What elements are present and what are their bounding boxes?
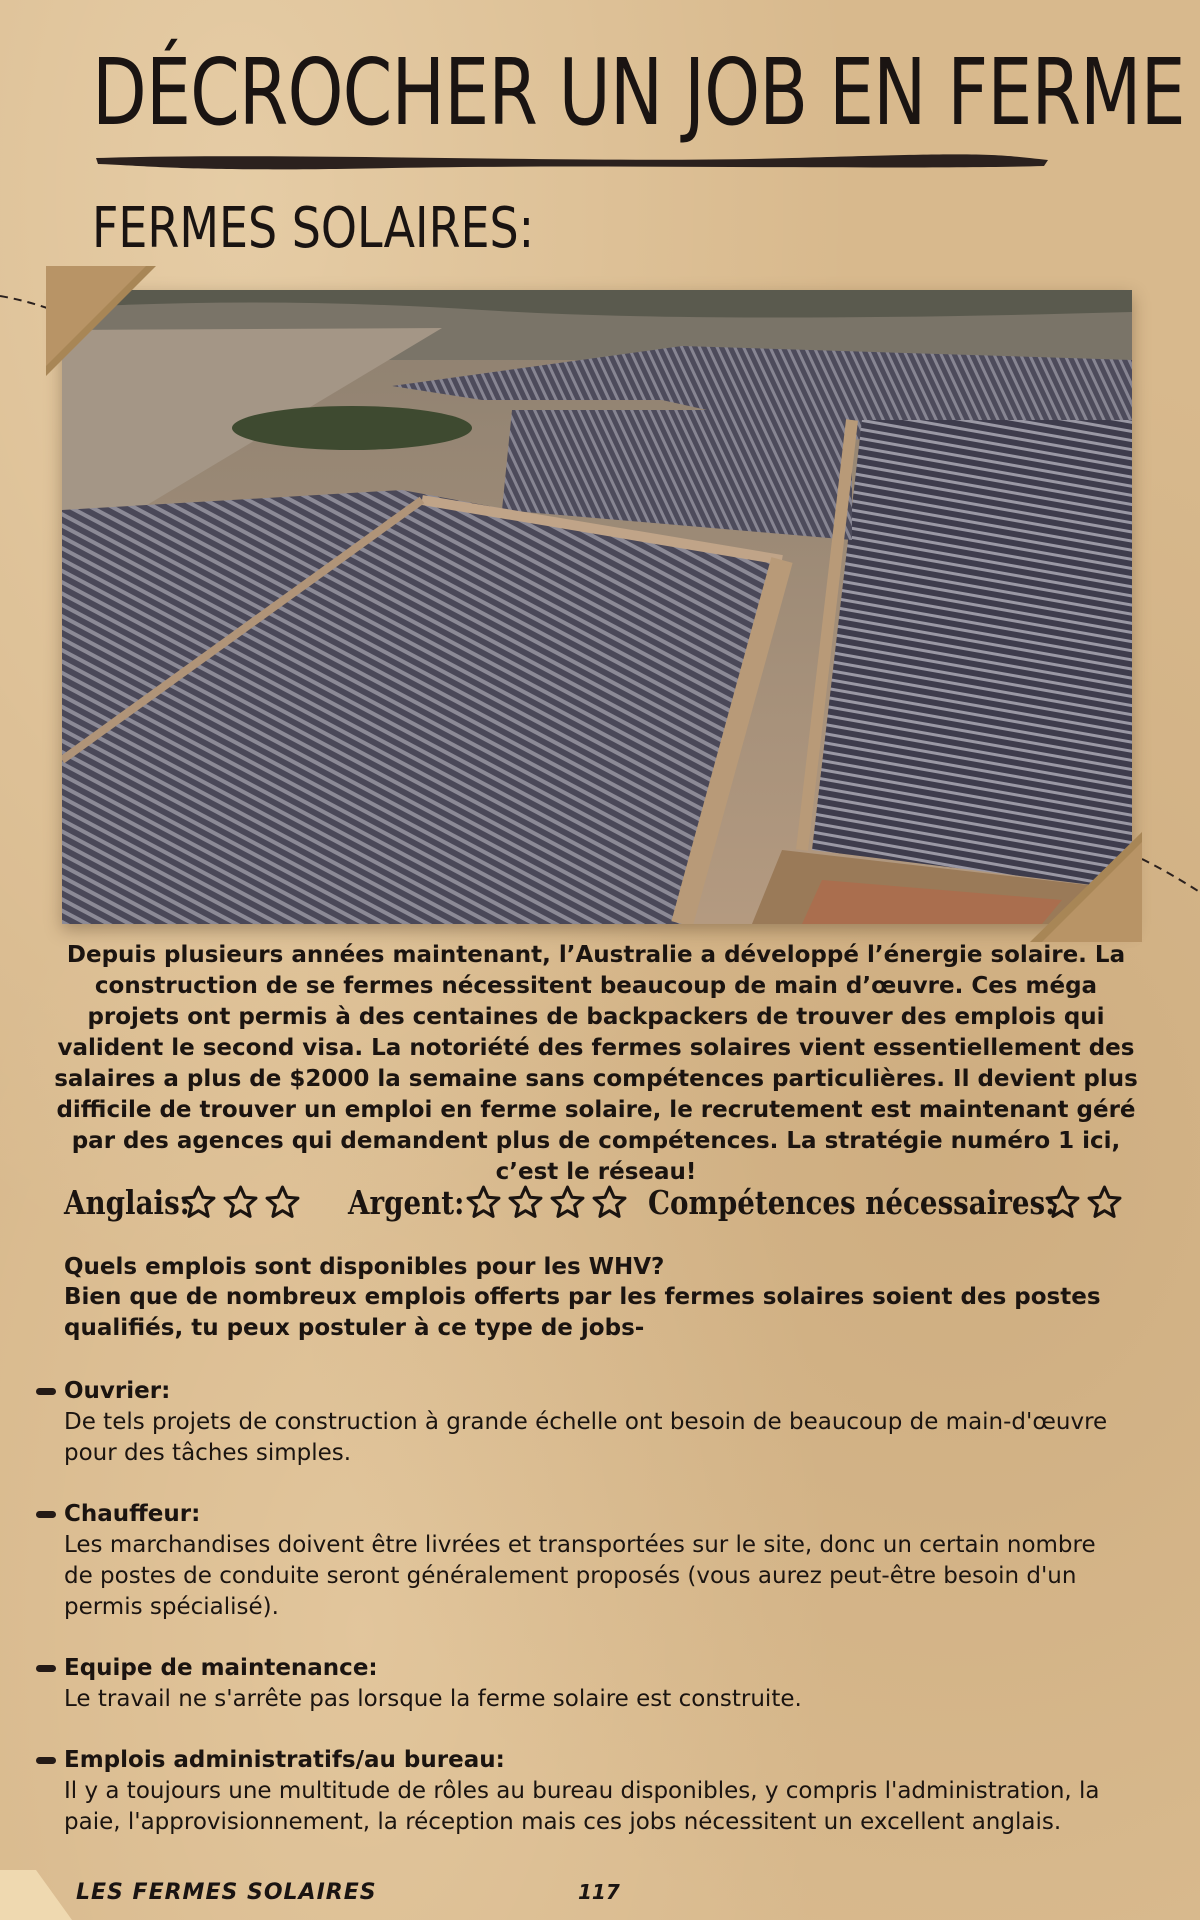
job-item-maintenance bbox=[64, 1653, 1124, 1715]
photo-corner-tape bbox=[1030, 832, 1142, 942]
dash-bullet-icon bbox=[36, 1511, 56, 1518]
star-outline-icon bbox=[1086, 1184, 1123, 1221]
job-item-bureau bbox=[64, 1745, 1124, 1838]
job-description: De tels projets de construction à grande échelle ont besoin de beaucoup de main-d'œuvre pour des tâches simples. bbox=[64, 1409, 1108, 1466]
rating-label: Compétences nécessaires: bbox=[648, 1182, 1056, 1222]
job-description: Le travail ne s'arrête pas lorsque la ferme solaire est construite. bbox=[64, 1686, 802, 1712]
star-outline-icon bbox=[222, 1184, 259, 1221]
star-outline-icon bbox=[549, 1184, 586, 1221]
question-body: Bien que de nombreux emplois offerts par les fermes solaires soient des postes qualifiés, tu peux postuler à ce type de jobs- bbox=[64, 1284, 1101, 1341]
footer-tab-shape bbox=[0, 1870, 80, 1920]
solar-farm-photo bbox=[62, 290, 1132, 924]
title-underline bbox=[92, 146, 1052, 172]
rating-stars bbox=[180, 1184, 301, 1221]
decorative-dashed-line bbox=[1140, 855, 1200, 895]
rating-money bbox=[348, 1183, 648, 1222]
rating-stars bbox=[465, 1184, 628, 1221]
rating-label: Anglais: bbox=[64, 1182, 190, 1222]
page-title: DÉCROCHER UN JOB EN FERME bbox=[92, 39, 1185, 146]
job-description: Les marchandises doivent être livrées et transportées sur le site, donc un certain nombre de postes de conduite seront généralement proposés (vous aurez peut-être besoin d'un permis spécialisé). bbox=[64, 1532, 1096, 1620]
ratings-row bbox=[64, 1172, 1164, 1232]
star-outline-icon bbox=[591, 1184, 628, 1221]
job-title: Equipe de maintenance: bbox=[64, 1655, 378, 1681]
rating-skills bbox=[648, 1183, 1123, 1222]
job-title: Ouvrier: bbox=[64, 1378, 171, 1404]
dash-bullet-icon bbox=[36, 1665, 56, 1672]
rating-english bbox=[64, 1183, 348, 1222]
footer-section-name: LES FERMES SOLAIRES bbox=[76, 1880, 377, 1905]
page-number: 117 bbox=[578, 1880, 620, 1904]
rating-stars bbox=[1044, 1184, 1123, 1221]
dash-bullet-icon bbox=[36, 1757, 56, 1764]
intro-paragraph: Depuis plusieurs années maintenant, l’Australie a développé l’énergie solaire. La construction de se fermes nécessitent beaucoup de main d’œuvre. Ces méga projets ont permis à des centaines de backpackers de trouver des emplois qui valident le second visa. La notoriété des fermes solaires vient essentiellement des salaires a plus de $2000 la semaine sans compétences particulières. Il devient plus difficile de trouver un emploi en ferme solaire, le recrutement est maintenant géré par des agences qui demandent plus de compétences. La stratégie numéro 1 ici, c’est le réseau! bbox=[54, 942, 1138, 1185]
job-title: Emplois administratifs/au bureau: bbox=[64, 1747, 505, 1773]
rating-label: Argent: bbox=[348, 1182, 465, 1222]
star-outline-icon bbox=[507, 1184, 544, 1221]
job-description: Il y a toujours une multitude de rôles au bureau disponibles, y compris l'administration, la paie, l'approvisionnement, la réception mais ces jobs nécessitent un excellent anglais. bbox=[64, 1778, 1100, 1835]
job-item-chauffeur bbox=[64, 1499, 1124, 1623]
star-outline-icon bbox=[264, 1184, 301, 1221]
dash-bullet-icon bbox=[36, 1388, 56, 1395]
job-title: Chauffeur: bbox=[64, 1501, 201, 1527]
section-title: FERMES SOLAIRES: bbox=[92, 196, 535, 261]
star-outline-icon bbox=[465, 1184, 502, 1221]
job-item-ouvrier bbox=[64, 1376, 1124, 1469]
question-title: Quels emplois sont disponibles pour les WHV? bbox=[64, 1254, 665, 1280]
photo-corner-tape bbox=[46, 266, 156, 376]
